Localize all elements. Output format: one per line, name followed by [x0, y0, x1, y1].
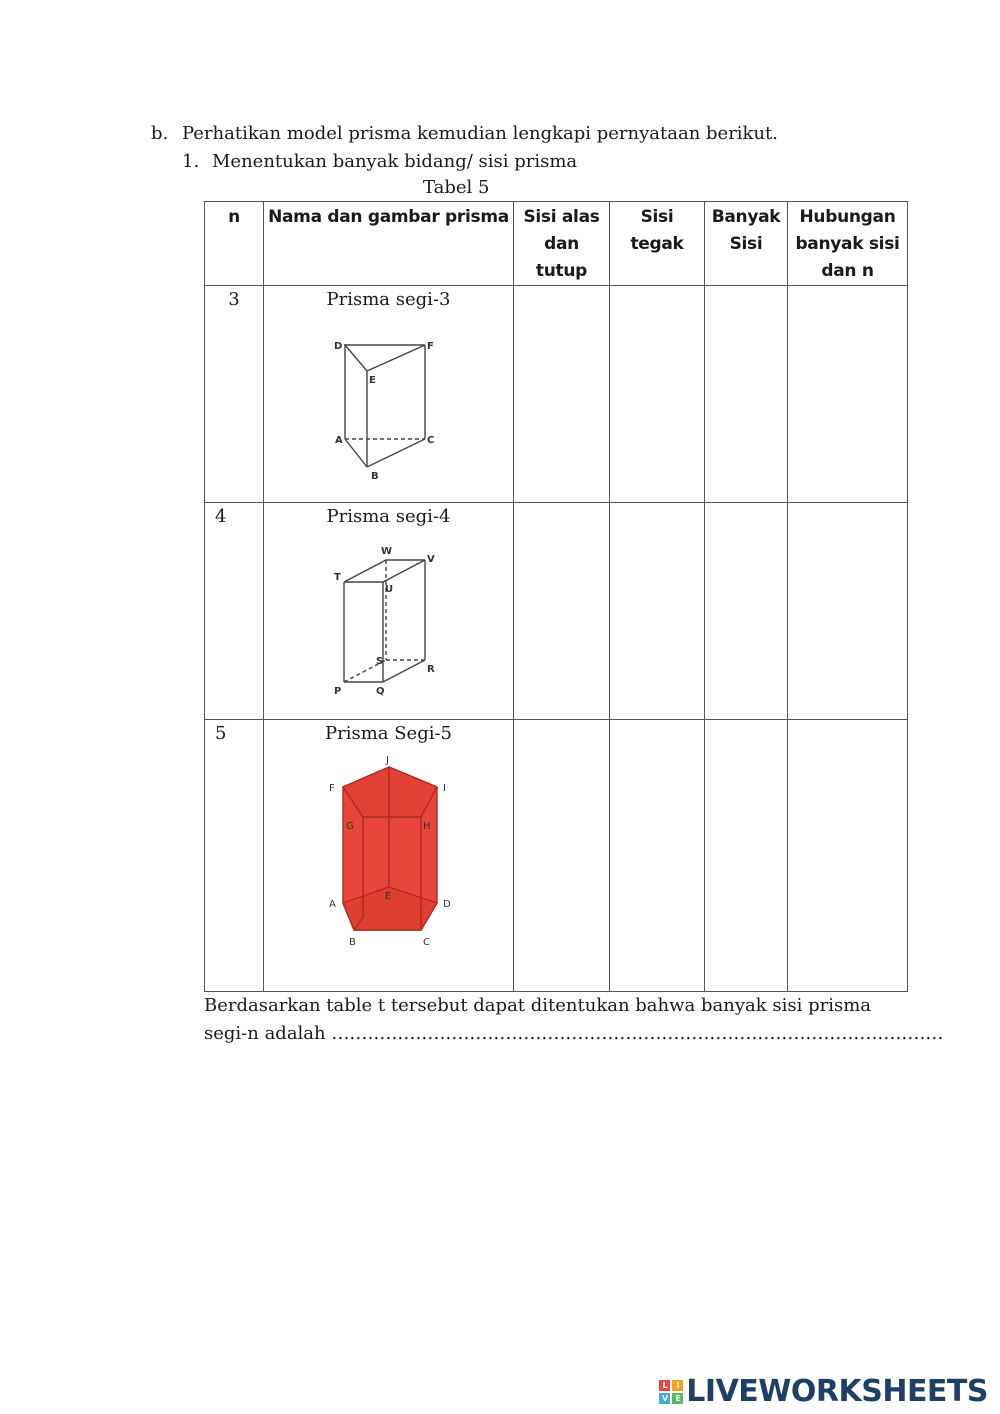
- conclusion-line-1: Berdasarkan table t tersebut dapat ditentukan bahwa banyak sisi prisma: [204, 995, 872, 1016]
- row-relation-answer[interactable]: [788, 503, 908, 720]
- header-relation: Hubungan banyak sisi dan n: [788, 202, 908, 286]
- table-header-row: [205, 202, 908, 286]
- logo-text: LIVEWORKSHEETS: [686, 1374, 988, 1409]
- row-name: Prisma segi-4: [326, 506, 451, 527]
- header-n: n: [205, 202, 264, 286]
- svg-text:I: I: [442, 783, 446, 794]
- row-base-answer[interactable]: [514, 720, 610, 992]
- svg-text:T: T: [333, 572, 341, 583]
- svg-text:J: J: [385, 755, 389, 766]
- row-lateral-answer[interactable]: [610, 503, 705, 720]
- conclusion-line-2[interactable]: segi-n adalah …………………………………………………………………………………………: [204, 1023, 944, 1044]
- table-row: [205, 720, 908, 992]
- svg-text:S: S: [375, 656, 383, 667]
- header-lateral: Sisi tegak: [610, 202, 705, 286]
- sub-number: 1.: [182, 151, 200, 172]
- svg-text:V: V: [426, 554, 435, 565]
- row-name: Prisma Segi-5: [324, 723, 453, 744]
- row-name: Prisma segi-3: [326, 289, 451, 310]
- svg-text:R: R: [426, 664, 435, 675]
- svg-text:E: E: [384, 891, 391, 902]
- prism-table: [204, 201, 908, 992]
- svg-text:P: P: [333, 686, 341, 697]
- svg-text:D: D: [442, 899, 451, 910]
- svg-text:D: D: [333, 341, 342, 352]
- svg-text:C: C: [426, 435, 434, 446]
- row-base-answer[interactable]: [514, 286, 610, 503]
- svg-text:W: W: [380, 546, 392, 557]
- item-text: Perhatikan model prisma kemudian lengkapi pernyataan berikut.: [182, 123, 779, 144]
- table-caption: Tabel 5: [423, 177, 490, 198]
- svg-text:A: A: [328, 899, 336, 910]
- row-name-cell: [264, 720, 514, 992]
- svg-text:Q: Q: [375, 686, 385, 697]
- row-count-answer[interactable]: [705, 720, 788, 992]
- row-name-cell: [264, 503, 514, 720]
- row-count-answer[interactable]: [705, 286, 788, 503]
- table-row: [205, 286, 908, 503]
- svg-text:A: A: [334, 435, 343, 446]
- row-n: 5: [205, 720, 264, 992]
- square-prism-figure: [314, 538, 464, 698]
- item-letter: b.: [151, 123, 169, 144]
- header-name: Nama dan gambar prisma: [264, 202, 514, 286]
- row-lateral-answer[interactable]: [610, 286, 705, 503]
- row-n: 3: [205, 286, 264, 503]
- sub-item-1: [182, 150, 578, 174]
- triangular-prism-figure: [319, 317, 459, 482]
- pentagonal-prism-figure: [309, 757, 469, 957]
- svg-text:E: E: [368, 375, 376, 386]
- row-relation-answer[interactable]: [788, 720, 908, 992]
- liveworksheets-logo: [659, 1374, 988, 1409]
- row-count-answer[interactable]: [705, 503, 788, 720]
- svg-text:F: F: [328, 783, 335, 794]
- svg-text:B: B: [370, 471, 379, 482]
- svg-text:U: U: [384, 584, 393, 595]
- row-lateral-answer[interactable]: [610, 720, 705, 992]
- svg-text:H: H: [422, 821, 431, 832]
- sub-text: Menentukan banyak bidang/ sisi prisma: [212, 151, 578, 172]
- item-b: [151, 122, 779, 146]
- logo-mark-icon: L I V E: [659, 1380, 683, 1404]
- row-n: 4: [205, 503, 264, 720]
- row-name-cell: [264, 286, 514, 503]
- svg-text:F: F: [426, 341, 434, 352]
- svg-text:G: G: [345, 821, 354, 832]
- header-count: Banyak Sisi: [705, 202, 788, 286]
- table-row: [205, 503, 908, 720]
- row-base-answer[interactable]: [514, 503, 610, 720]
- row-relation-answer[interactable]: [788, 286, 908, 503]
- svg-text:C: C: [422, 937, 430, 948]
- header-base: Sisi alas dan tutup: [514, 202, 610, 286]
- svg-text:B: B: [348, 937, 356, 948]
